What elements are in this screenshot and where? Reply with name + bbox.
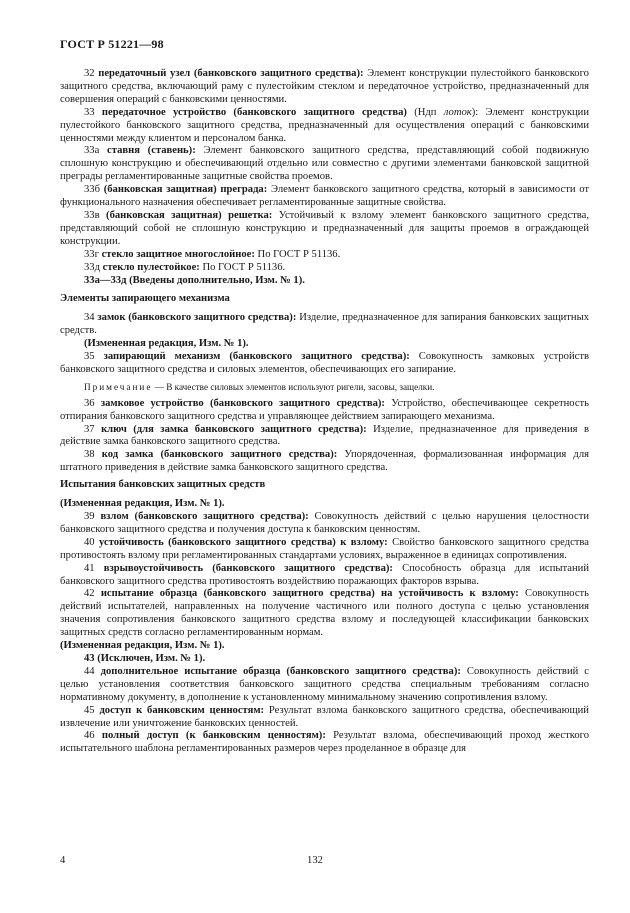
term-39: 39 взлом (банковского защитного средства): Совокупность действий с целью нарушения целостности банковского защитного средства и получения доступа к банковским ценностям. xyxy=(60,511,589,535)
revision-note: (Измененная редакция, Изм. № 1). xyxy=(60,498,225,510)
revision-note: (Измененная редакция, Изм. № 1). xyxy=(60,640,225,652)
term-33: 33 передаточное устройство (банковского защитного средства) (Ндп лоток): Элемент конструкции пулестойкого банковского защитного средства, предназначенный для осуществления операций с банковскими ценностями между клиентом и персоналом банка. xyxy=(60,106,589,144)
document-body xyxy=(60,68,589,756)
term-37: 37 ключ (для замка банковского защитного средства): Изделие, предназначенное для приведения в действие замка банковского защитного средства. xyxy=(60,423,589,448)
term-35: 35 запирающий механизм (банковского защитного средства): Совокупность замковых устройств банковского защитного средства и силовых элементов, обеспечивающих его запирание. xyxy=(60,351,589,375)
amendment-note: 33а—33д (Введены дополнительно, Изм. № 1). xyxy=(84,274,305,286)
note: Примечание — В качестве силовых элементов используют ригели, засовы, защелки. xyxy=(84,381,435,392)
term-41: 41 взрывоустойчивость (банковского защитного средства): Способность образца для испытаний банковского защитного средства противостоять воздействию поражающих факторов взрыва. xyxy=(60,562,589,587)
section-heading-lock: Элементы запирающего механизма xyxy=(60,293,230,305)
term-42: 42 испытание образца (банковского защитного средства) на устойчивость к взлому: Совокупность действий испытателей, направленных на получение частичного или полного доступа с целью установления значения сопротивления банковского защитного средства взлому и последующей классификации банковских защитных средств согласно регламентированным нормам. xyxy=(60,588,590,639)
page-number-left: 4 xyxy=(60,855,66,866)
revision-note: (Измененная редакция, Изм. № 1). xyxy=(84,338,249,350)
term-34: 34 замок (банковского защитного средства): Изделие, предназначенное для запирания банковских защитных средств. xyxy=(60,312,589,337)
term-33d: 33д стекло пулестойкое: По ГОСТ Р 51136. xyxy=(84,261,286,273)
page-header: ГОСТ Р 51221—98 xyxy=(60,37,164,51)
term-40: 40 устойчивость (банковского защитного средства) к взлому: Свойство банковского защитного средства противостоять взлому при регламентированных стандартами условиях, выраженное в единицах сопротивления. xyxy=(60,536,589,561)
term-33v: 33в (банковская защитная) решетка: Устойчивый к взлому элемент банковского защитного средства, представляющий собой не сплошную конструкцию и предназначенный для защиты проемов в ограждающей конструкции. xyxy=(60,209,590,247)
term-43: 43 (Исключен, Изм. № 1). xyxy=(84,652,206,664)
term-36: 36 замковое устройство (банковского защитного средства): Устройство, обеспечивающее секретность отпирания банковского защитного средства и управляющее действием запирающего механизма. xyxy=(60,397,589,422)
term-44: 44 дополнительное испытание образца (банковского защитного средства): Совокупность действий с целью установления соответствия банковского защитного средства специальным требованиям согласно нормативному документу, в дополнение к установленному минимальному значению сопротивления взлому. xyxy=(60,665,589,703)
term-38: 38 код замка (банковского защитного средства): Упорядоченная, формализованная информация для штатного приведения в действие замка банковского защитного средства. xyxy=(60,449,589,474)
term-33a: 33а ставня (ставень): Элемент банковского защитного средства, представляющий собой подвижную сплошную конструкцию и обеспечивающий отдельно или совместно с другими элементами банковской защитной преграды регламентированные защитные свойства проемов. xyxy=(60,145,589,183)
term-33g: 33г стекло защитное многослойное: По ГОСТ Р 51136. xyxy=(84,248,341,260)
term-46: 46 полный доступ (к банковским ценностям): Результат взлома, обеспечивающий проход жесткого испытательного шаблона регламентированных размеров через проделанное в образце для xyxy=(60,730,590,755)
term-45: 45 доступ к банковским ценностям: Результат взлома банковского защитного средства, обеспечивающий извлечение или уничтожение банковских ценностей. xyxy=(60,704,589,729)
term-33b: 33б (банковская защитная) преграда: Элемент банковского защитного средства, который в зависимости от функционального назначения обеспечивает регламентированные защитные свойства. xyxy=(60,184,589,209)
section-heading-tests: Испытания банковских защитных средств xyxy=(60,479,266,491)
term-32: 32 передаточный узел (банковского защитного средства): Элемент конструкции пулестойкого банковского защитного средства, включающий раму с пулестойким стеклом и передаточное устройство, предназначенный для совершения операций с банковскими ценностями. xyxy=(60,68,589,105)
page-number-center: 132 xyxy=(307,855,323,866)
